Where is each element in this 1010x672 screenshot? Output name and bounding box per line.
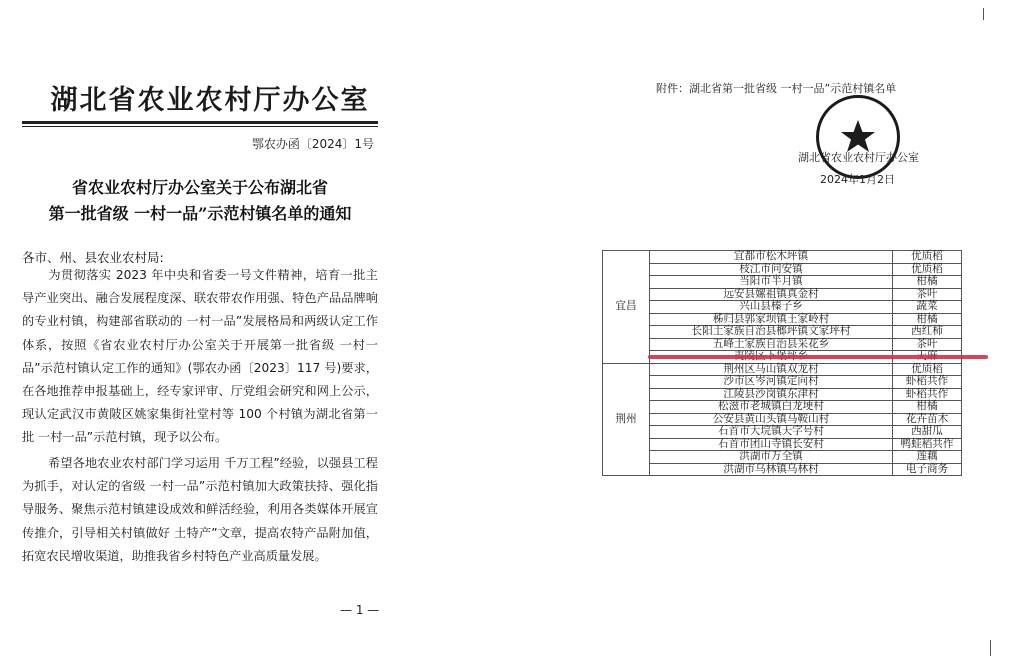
table-row [603, 263, 962, 276]
scan-corner-mark [983, 8, 984, 20]
product-cell: 虾稻共作 [893, 388, 962, 401]
product-cell: 蔬菜 [893, 301, 962, 314]
official-seal [816, 95, 900, 179]
town-cell: 石首市大垸镇天字号村 [650, 426, 893, 439]
body-paragraph-1 [22, 264, 378, 450]
product-cell: 西红柿 [893, 326, 962, 339]
table-row [603, 338, 962, 351]
table-row [603, 288, 962, 301]
paragraph-1-text: 为贯彻落实 2023 年中央和省委一号文件精神，培育一批主导产业突出、融合发展程度深、联农带农作用强、特色产品品牌响的专业村镇，构建部省联动的 一村一品”发展格局和两级认定工作体系，按照《省农业农村厅办公室关于开展第一批省级 一村一品”示范村镇认定工作的通知》(鄂农办函〔2023〕117 号)要求，在各地推荐申报基础上，经专家评审、厅党组会研究和网上公示，现认定武汉市黄陂区姚家集街社堂村等 100 个村镇为湖北省第一批 一村一品”示范村镇，现予以公布。 [22, 268, 378, 445]
product-cell: 优质稻 [893, 363, 962, 376]
town-cell: 兴山县榛子乡 [650, 301, 893, 314]
product-cell: 花卉苗木 [893, 413, 962, 426]
table-row [603, 326, 962, 339]
table-row [603, 401, 962, 414]
page-number: — 1 — [340, 603, 380, 617]
product-cell: 柑橘 [893, 401, 962, 414]
table-row [603, 363, 962, 376]
town-cell: 江陵县沙岗镇东津村 [650, 388, 893, 401]
region-cell: 荆州 [603, 363, 650, 476]
town-cell: 长阳土家族自治县榔坪镇文家坪村 [650, 326, 893, 339]
town-cell: 荆州区马山镇双龙村 [650, 363, 893, 376]
issue-date: 2024年1月2日 [820, 173, 895, 186]
town-cell: 松滋市老城镇白龙埂村 [650, 401, 893, 414]
town-cell: 沙市区岑河镇定向村 [650, 376, 893, 389]
town-cell: 枝江市问安镇 [650, 263, 893, 276]
document-number: 鄂农办函〔2024〕1号 [251, 137, 374, 151]
town-cell: 洪湖市乌林镇乌林村 [650, 463, 893, 476]
product-cell: 虾稻共作 [893, 376, 962, 389]
product-cell: 莲藕 [893, 451, 962, 464]
product-cell: 柑橘 [893, 313, 962, 326]
issuer-name: 湖北省农业农村厅办公室 [798, 151, 919, 164]
product-cell: 优质稻 [893, 251, 962, 264]
town-cell: 秭归县郭家坝镇王家岭村 [650, 313, 893, 326]
town-cell: 远安县嫘祖镇真金村 [650, 288, 893, 301]
table-row [603, 251, 962, 264]
product-cell: 电子商务 [893, 463, 962, 476]
paragraph-2-text: 希望各地农业农村部门学习运用 千万工程”经验，以强县工程为抓手，对认定的省级 一村一品”示范村镇加大政策扶持、强化指导服务、聚焦示范村镇建设成效和鲜活经验，利用各类媒体开展宣传推介，引导相关村镇做好 土特产”文章，提高农特产品附加值，拓宽农民增收渠道，助推我省乡村特色产业高质量发展。 [22, 456, 378, 563]
town-cell: 宜都市松木坪镇 [650, 251, 893, 264]
attachment-label: 附件：湖北省第一批省级 一村一品”示范村镇名单 [656, 82, 897, 95]
table-row [603, 451, 962, 464]
product-cell: 茶叶 [893, 288, 962, 301]
notice-title-line1: 省农业农村厅办公室关于公布湖北省 [71, 178, 328, 197]
table-row [603, 276, 962, 289]
notice-page [22, 0, 382, 672]
town-cell: 洪湖市万全镇 [650, 451, 893, 464]
town-cell: 公安县黄山头镇马鞍山村 [650, 413, 893, 426]
region-cell: 宜昌 [603, 251, 650, 364]
product-cell: 柑橘 [893, 276, 962, 289]
town-cell: 石首市团山寺镇长安村 [650, 438, 893, 451]
product-cell: 鸭蛙稻共作 [893, 438, 962, 451]
attachment-page [600, 0, 1010, 672]
notice-title-line2: 第一批省级 一村一品”示范村镇名单的通知 [48, 204, 352, 223]
header-rule-thick [22, 121, 378, 124]
table-row [603, 301, 962, 314]
table-row [603, 438, 962, 451]
product-cell: 茶叶 [893, 338, 962, 351]
product-cell: 优质稻 [893, 263, 962, 276]
table-row [603, 388, 962, 401]
table-row [603, 313, 962, 326]
town-cell: 五峰土家族自治县采花乡 [650, 338, 893, 351]
table-row [603, 376, 962, 389]
scan-corner-mark [990, 640, 991, 656]
highlight-underline [648, 355, 988, 359]
department-title: 湖北省农业农村厅办公室 [50, 85, 370, 116]
header-rule-thin [22, 126, 378, 127]
table-row [603, 413, 962, 426]
town-cell: 当阳市半月镇 [650, 276, 893, 289]
town-list-table [602, 250, 962, 476]
table-row [603, 426, 962, 439]
addressee: 各市、州、县农业农村局: [22, 250, 164, 265]
body-paragraph-2 [22, 452, 378, 568]
table-row [603, 463, 962, 476]
product-cell: 西甜瓜 [893, 426, 962, 439]
